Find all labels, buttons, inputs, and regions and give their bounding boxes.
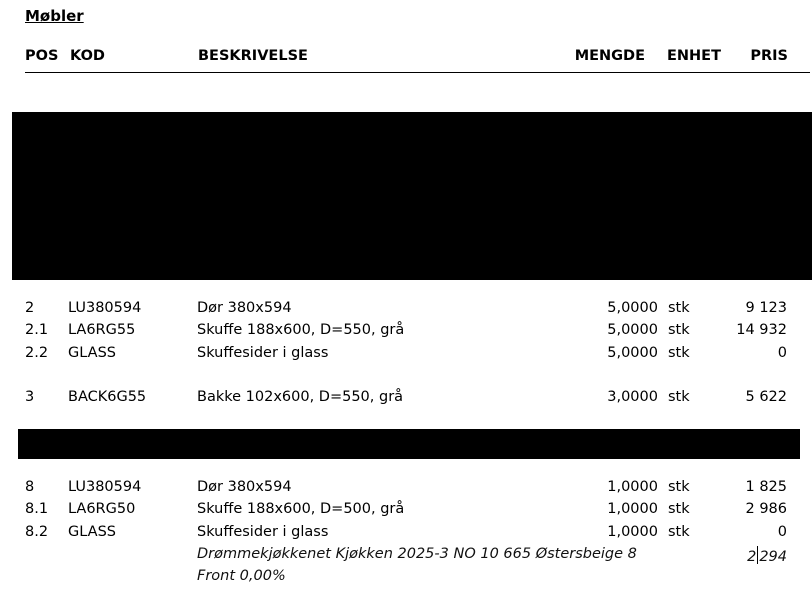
footer-note-line1: Drømmekjøkkenet Kjøkken 2025-3 NO 10 665 Østersbeige 8 [197,546,637,562]
header-quantity: MENGDE [574,48,645,64]
row-price: 0 [777,345,787,361]
row-code: LU380594 [68,300,142,316]
footer-price-part1: 2 [747,549,757,565]
row-description: Skuffe 188x600, D=550, grå [197,322,405,338]
row-unit: stk [668,389,690,405]
row-description: Skuffesider i glass [197,345,329,361]
row-quantity: 1,0000 [607,479,658,495]
row-pos: 8 [25,479,35,495]
row-unit: stk [668,300,690,316]
row-code: LU380594 [68,479,142,495]
row-unit: stk [668,345,690,361]
row-price: 1 825 [745,479,787,495]
row-description: Dør 380x594 [197,300,292,316]
row-price: 2 986 [745,501,787,517]
table-row [0,322,812,344]
row-unit: stk [668,524,690,540]
row-pos: 2 [25,300,35,316]
header-price: PRIS [750,48,788,64]
row-code: LA6RG50 [68,501,136,517]
footer-price-part2: 294 [759,549,787,565]
row-quantity: 5,0000 [607,300,658,316]
row-pos: 8.2 [25,524,49,540]
row-description: Dør 380x594 [197,479,292,495]
header-unit: ENHET [667,48,721,64]
footer-note-line2: Front 0,00% [197,568,286,584]
row-price: 14 932 [736,322,787,338]
header-pos: POS [25,48,59,64]
row-description: Skuffe 188x600, D=500, grå [197,501,405,517]
row-pos: 3 [25,389,35,405]
row-quantity: 3,0000 [607,389,658,405]
row-price: 9 123 [745,300,787,316]
footer-note-price [747,546,787,565]
table-row [0,345,812,367]
row-code: GLASS [68,345,116,361]
row-quantity: 1,0000 [607,524,658,540]
table-row [0,501,812,523]
row-code: GLASS [68,524,116,540]
row-pos: 2.1 [25,322,49,338]
table-row [0,300,812,322]
row-quantity: 5,0000 [607,322,658,338]
row-pos: 2.2 [25,345,49,361]
footer-note-row [0,568,812,590]
redacted-block [18,429,800,459]
row-code: BACK6G55 [68,389,147,405]
row-price: 5 622 [745,389,787,405]
redacted-block [12,112,812,280]
header-kod: KOD [70,48,105,64]
row-price: 0 [777,524,787,540]
row-pos: 8.1 [25,501,49,517]
section-title: Møbler [25,7,84,25]
row-quantity: 5,0000 [607,345,658,361]
row-description: Bakke 102x600, D=550, grå [197,389,404,405]
header-description: BESKRIVELSE [198,48,308,64]
row-description: Skuffesider i glass [197,524,329,540]
row-quantity: 1,0000 [607,501,658,517]
row-code: LA6RG55 [68,322,136,338]
row-unit: stk [668,501,690,517]
header-divider [25,72,810,73]
table-row [0,389,812,411]
row-unit: stk [668,322,690,338]
row-unit: stk [668,479,690,495]
table-row [0,524,812,546]
footer-note-row [0,546,812,568]
table-row [0,479,812,501]
